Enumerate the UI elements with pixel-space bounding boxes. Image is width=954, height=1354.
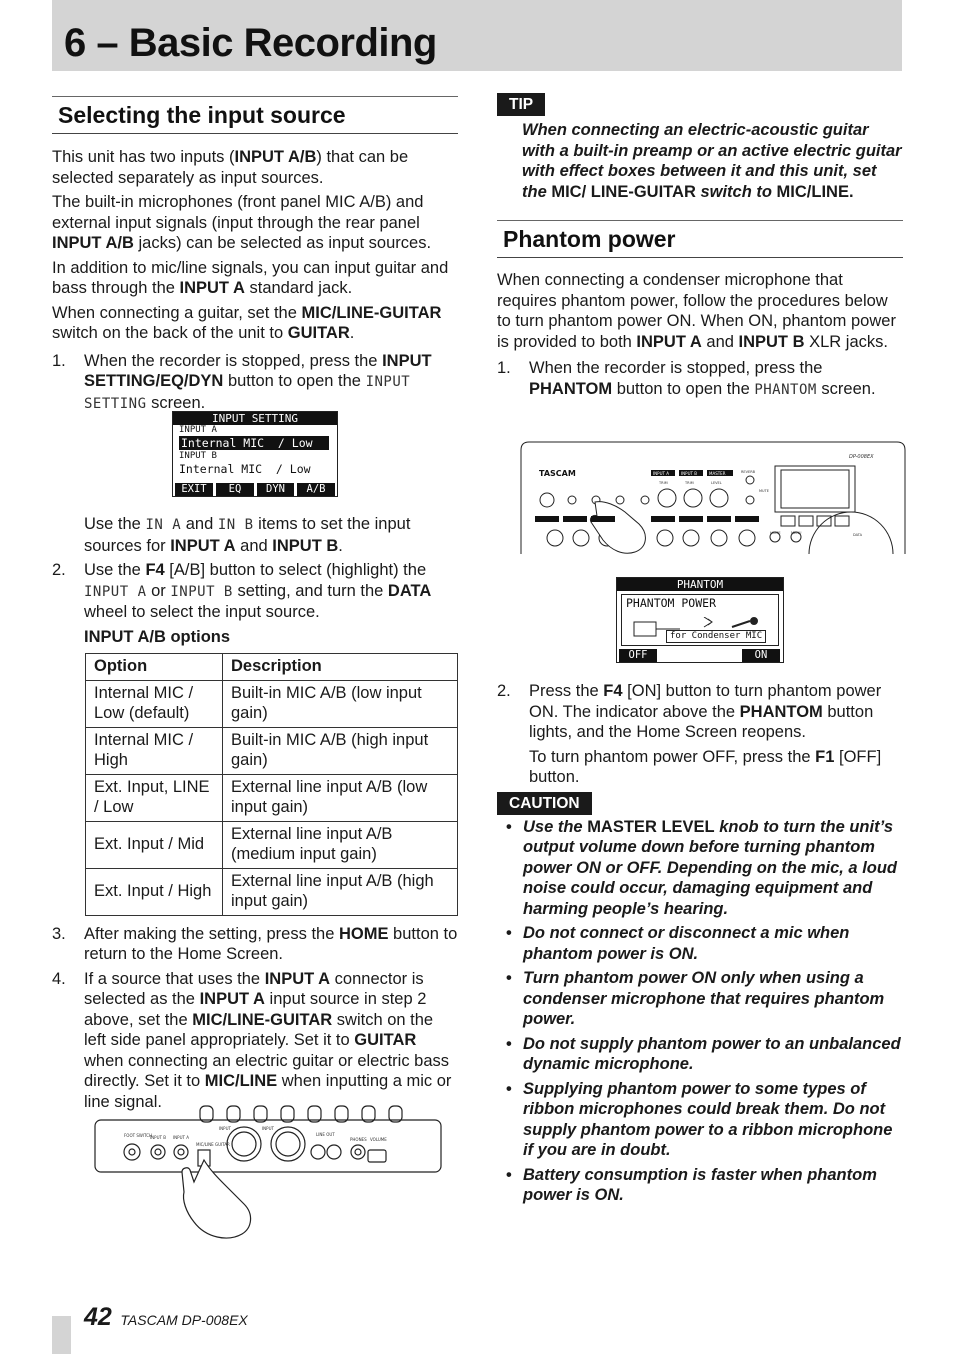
table-cell: Ext. Input / Mid — [86, 821, 223, 868]
input-options-table — [85, 653, 458, 916]
step-1: 1. When the recorder is stopped, press the INPUT SETTING/EQ/DYN button to open the INPUT SETTING screen. — [52, 351, 432, 412]
rear-label: INPUT — [219, 1126, 231, 1131]
table-cell: External line input A/B (low input gain) — [223, 774, 458, 821]
caution-item: • Turn phantom power ON only when using a condenser microphone that requires phantom power. — [506, 969, 885, 1028]
lcd-phantom-sub: for Condenser MIC — [666, 630, 766, 643]
caution-item: • Use the MASTER LEVEL knob to turn the unit’s output volume down before turning phantom power ON or OFF. Depending on the mic, a loud noise could occur, damaging equipment and harming people’s hearing. — [506, 817, 898, 918]
phantom-step-2: 2. Press the F4 [ON] button to turn phantom power ON. The indicator above the PHANTOM button lights, and the Home Screen reopens. — [497, 682, 882, 741]
panel-display — [775, 466, 855, 512]
table-caption: INPUT A/B options — [84, 627, 231, 646]
rear-panel-illustration — [92, 1104, 444, 1249]
lcd-key-on: ON — [742, 649, 780, 662]
right-column — [497, 93, 903, 404]
caution-item: • Battery consumption is faster when phantom power is ON. — [506, 1165, 877, 1204]
rear-label: FOOT SWITCH — [124, 1133, 152, 1138]
table-cell: Built-in MIC A/B (high input gain) — [223, 727, 458, 774]
top-panel-illustration — [519, 440, 907, 555]
rear-label: PHONES — [350, 1137, 367, 1142]
table-cell: Ext. Input / High — [86, 868, 223, 915]
table-cell: External line input A/B (high input gain) — [223, 868, 458, 915]
page-footer — [84, 1303, 248, 1331]
lcd-title-bar: INPUT SETTING — [173, 412, 337, 425]
table-cell: Internal MIC / Low (default) — [86, 680, 223, 727]
table-cell: Ext. Input, LINE / Low — [86, 774, 223, 821]
lcd-title-bar: PHANTOM — [617, 578, 783, 591]
panel-label: HOME — [770, 531, 781, 535]
panel-label: MASTER — [709, 471, 726, 476]
left-column — [52, 96, 458, 418]
left-column-continued — [52, 514, 458, 1116]
lcd-input-a-value: Internal MIC / Low — [179, 436, 329, 450]
panel-label: LEVEL — [711, 481, 722, 485]
in-a-in-b-note: Use the IN A and IN B items to set the input sources for INPUT A and INPUT B. — [84, 515, 411, 555]
input-setting-lcd — [172, 411, 338, 497]
chapter-banner — [52, 0, 902, 71]
table-row — [86, 727, 458, 774]
tip-text: When connecting an electric-acoustic guitar with a built-in preamp or an active electric guitar with effect boxes between it and this unit, set the MIC/ LINE-GUITAR switch to MIC/LINE. — [522, 121, 902, 201]
panel-brand: TASCAM — [539, 469, 576, 478]
panel-model: DP-008EX — [849, 454, 874, 460]
caution-list — [497, 817, 903, 1206]
rear-label: INPUT A — [173, 1135, 189, 1140]
mic-paragraph: The built-in microphones (front panel MIC A/B) and external input signals (input through the rear panel INPUT A/B jacks) can be selected as input sources. — [52, 193, 432, 252]
switch-paragraph: When connecting a guitar, set the MIC/LINE-GUITAR switch on the back of the unit to GUITAR. — [52, 303, 442, 342]
table-row — [86, 868, 458, 915]
right-column-continued — [497, 681, 903, 1210]
lcd-phantom-line: PHANTOM POWER — [626, 596, 717, 610]
chapter-title: 6 – Basic Recording — [64, 21, 437, 65]
section-heading-phantom: Phantom power — [497, 220, 903, 258]
caution-item: • Supplying phantom power to some types of ribbon microphones could break them. Do not supply phantom power to a ribbon microphone if you are in doubt. — [506, 1079, 893, 1159]
rear-label: INPUT — [262, 1126, 274, 1131]
phantom-box — [621, 594, 779, 646]
data-wheel — [809, 512, 893, 554]
panel-label: REVERB — [741, 470, 756, 474]
lcd-input-a-label: INPUT A — [179, 425, 217, 435]
rear-label: LINE OUT — [316, 1132, 335, 1137]
caution-label: CAUTION — [497, 792, 592, 815]
intro-paragraph: This unit has two inputs (INPUT A/B) that can be selected separately as input sources. — [52, 148, 409, 187]
step-3: 3. After making the setting, press the HOME button to return to the Home Screen. — [52, 924, 458, 963]
lcd-key-exit: EXIT — [175, 483, 213, 496]
phantom-off-note: To turn phantom power OFF, press the F1 [OFF] button. — [529, 747, 882, 786]
table-header: Option — [86, 654, 223, 681]
phantom-lcd — [616, 577, 784, 663]
page-number: 42 — [84, 1303, 112, 1331]
table-header: Description — [223, 654, 458, 681]
table-cell: Internal MIC / High — [86, 727, 223, 774]
panel-label: TRIM — [659, 481, 668, 485]
table-row — [86, 774, 458, 821]
rear-label: INPUT B — [150, 1135, 166, 1140]
footer-bar — [52, 1316, 71, 1354]
tip-label: TIP — [497, 93, 545, 116]
panel-label: MUTE — [759, 489, 769, 493]
panel-label: INPUT A — [653, 471, 669, 476]
footer-model: TASCAM DP-008EX — [120, 1312, 248, 1328]
panel-outline — [521, 442, 905, 554]
lcd-input-b-label: INPUT B — [179, 451, 217, 461]
panel-label: TRIM — [685, 481, 694, 485]
rear-label: MIC/LINE GUITAR — [196, 1142, 230, 1147]
caution-item: • Do not connect or disconnect a mic when phantom power is ON. — [506, 924, 850, 963]
table-row — [86, 821, 458, 868]
lcd-key-ab: A/B — [297, 483, 335, 496]
lcd-key-off: OFF — [619, 649, 657, 662]
step-4: 4. If a source that uses the INPUT A connector is selected as the INPUT A input source in step 2 above, set the MIC/LINE-GUITAR switch on the left side panel appropriately. Set it to GUITAR when connecting an electric guitar or electric bass directly. Set it to MIC/LINE when inputting a mic or line signal. — [52, 969, 452, 1111]
phantom-intro: When connecting a condenser microphone that requires phantom power, follow the procedures below to turn phantom power ON. When ON, phantom power is provided to both INPUT A and INPUT B XLR jacks. — [497, 271, 896, 351]
hand-pointer — [590, 502, 645, 554]
panel-label: INPUT B — [681, 471, 697, 476]
table-cell: External line input A/B (medium input gain) — [223, 821, 458, 868]
guitar-paragraph: In addition to mic/line signals, you can input guitar and bass through the INPUT A standard jack. — [52, 258, 449, 297]
caution-item: • Do not supply phantom power to an unbalanced dynamic microphone. — [506, 1034, 901, 1073]
lcd-key-dyn: DYN — [257, 483, 294, 496]
phantom-step-1: 1. When the recorder is stopped, press the PHANTOM button to open the PHANTOM screen. — [497, 359, 876, 398]
lcd-input-b-value: Internal MIC / Low — [179, 462, 311, 476]
table-row — [86, 680, 458, 727]
panel-label: DATA — [853, 533, 863, 537]
step-2: 2. Use the F4 [A/B] button to select (highlight) the INPUT A or INPUT B setting, and turn the DATA wheel to select the input source. — [52, 561, 432, 621]
table-header-row — [86, 654, 458, 681]
table-cell: Built-in MIC A/B (low input gain) — [223, 680, 458, 727]
section-heading-input-source: Selecting the input source — [52, 96, 458, 134]
panel-label: MENU — [791, 531, 802, 535]
lcd-key-eq: EQ — [216, 483, 254, 496]
rear-label: VOLUME — [370, 1137, 387, 1142]
